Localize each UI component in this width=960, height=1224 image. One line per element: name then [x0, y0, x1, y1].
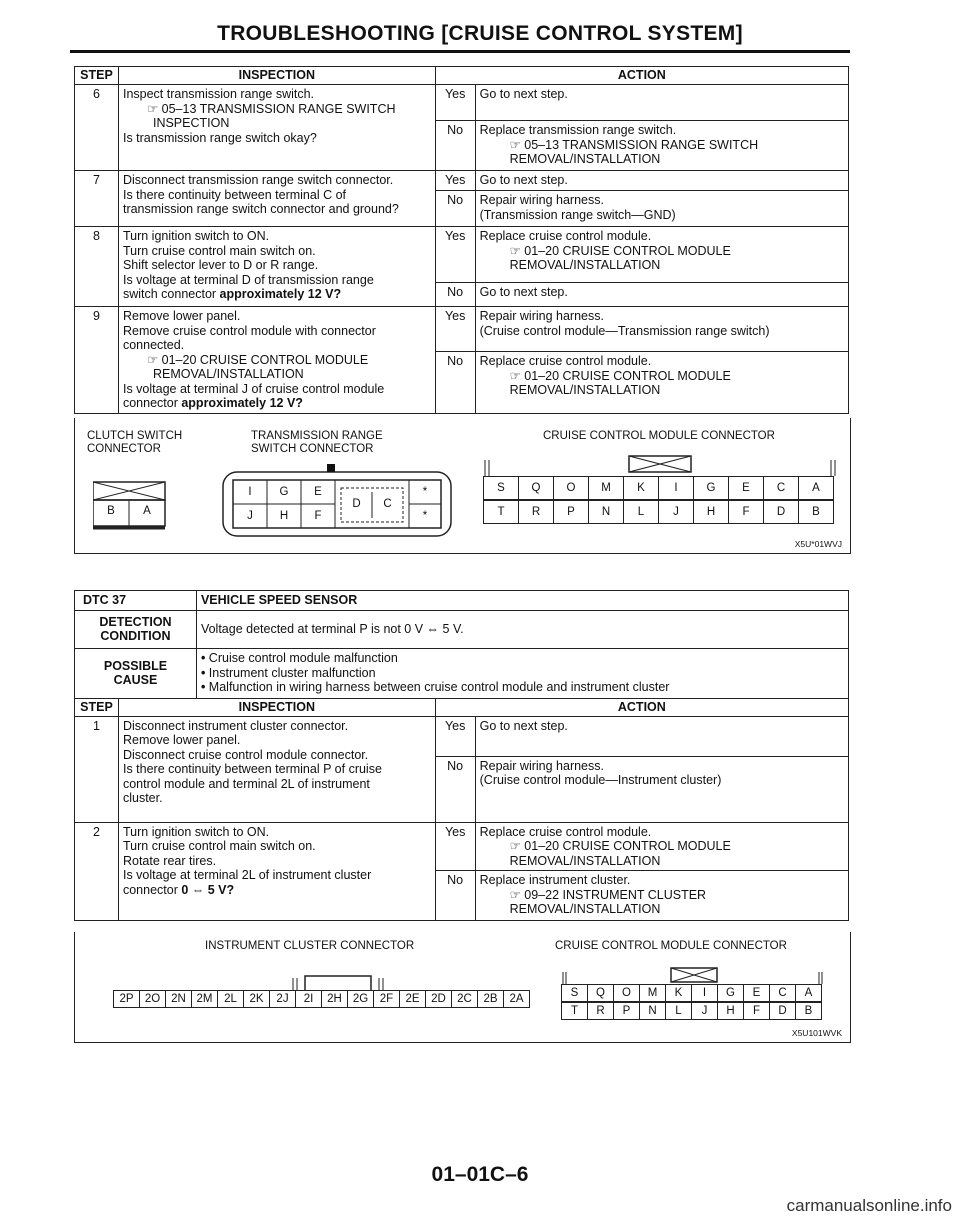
inspection-line: transmission range switch connector and ground? [122, 202, 399, 216]
ccm-pin: C [763, 476, 799, 500]
step-number: 2 [75, 822, 119, 921]
connector-figure-1 [74, 418, 851, 554]
ccm-pin: O [553, 476, 589, 500]
inspection-emphasis: approximately 12 V? [181, 396, 303, 410]
cause-item: • Malfunction in wiring harness between cruise control module and instrument cluster [201, 680, 844, 695]
step-inspection [118, 85, 435, 171]
inspection-line: Turn cruise control main switch on. [122, 839, 316, 853]
action-line: Repair wiring harness. [479, 758, 604, 773]
pin-label: E [314, 486, 322, 498]
inspection-line: Shift selector lever to D or R range. [122, 258, 319, 272]
action-line: Go to next step. [479, 87, 568, 101]
step-inspection [118, 171, 435, 227]
ccm-pin: J [658, 500, 694, 524]
connector-figure-2 [74, 932, 851, 1043]
ccm-connector-label: CRUISE CONTROL MODULE CONNECTOR [555, 940, 787, 952]
inspection-line [123, 883, 431, 898]
ic-pin: 2G [347, 990, 374, 1008]
step-inspection [118, 227, 435, 307]
ccm-pin: N [588, 500, 624, 524]
step-row [75, 716, 849, 756]
ccm-pin: A [795, 984, 822, 1002]
ccm-pin: P [553, 500, 589, 524]
ccm-pin: T [483, 500, 519, 524]
title-rule [70, 50, 850, 53]
action-line: ☞ 01–20 CRUISE CONTROL MODULE [509, 839, 731, 853]
inspection-text: connector [122, 396, 182, 410]
ccm-pin: T [561, 1002, 588, 1020]
ccm-pin: J [691, 1002, 718, 1020]
yes-label: Yes [435, 227, 475, 283]
action-line: Replace instrument cluster. [479, 873, 631, 887]
action-line: Replace cruise control module. [479, 229, 652, 243]
cause-item: • Instrument cluster malfunction [201, 666, 844, 681]
connector-outline-icon [219, 462, 455, 544]
ic-pin: 2D [425, 990, 452, 1008]
action-line: Repair wiring harness. [479, 193, 604, 207]
step-number: 6 [75, 85, 119, 171]
detection-condition-text: Voltage detected at terminal P is not 0 V ⇔ 5 V. [196, 610, 848, 648]
inspection-emphasis: 0 ⇔ 5 V? [181, 882, 235, 897]
no-label: No [435, 121, 475, 171]
ccm-pin: I [691, 984, 718, 1002]
pin-label: * [422, 486, 428, 498]
action-line: Replace cruise control module. [479, 824, 652, 839]
inspection-line: Remove lower panel. [122, 733, 241, 747]
ic-pin: 2M [191, 990, 218, 1008]
pin-label: I [248, 486, 252, 498]
no-action [475, 121, 848, 171]
inspection-line: Turn cruise control main switch on. [122, 243, 316, 258]
action-line: Go to next step. [479, 718, 568, 733]
yes-label: Yes [435, 171, 475, 191]
cause-item: • Cruise control module malfunction [201, 651, 844, 666]
ic-pin: 2A [503, 990, 530, 1008]
inspection-line: Is voltage at terminal D of transmission range [122, 272, 374, 287]
ccm-pin: M [588, 476, 624, 500]
ccm-pin: S [483, 476, 519, 500]
step-row [75, 307, 849, 352]
yes-label: Yes [435, 822, 475, 871]
clutch-switch-connector [93, 476, 168, 536]
inspection-line: Remove lower panel. [122, 309, 241, 323]
instrument-cluster-connector [113, 970, 533, 1010]
action-line: Go to next step. [479, 285, 568, 299]
inspection-line: Inspect transmission range switch. [122, 87, 315, 101]
ic-pin: 2F [373, 990, 400, 1008]
step-number: 7 [75, 171, 119, 227]
ccm-pin: L [623, 500, 659, 524]
step-header: STEP [75, 698, 119, 716]
yes-label: Yes [435, 307, 475, 352]
inspection-line: Is there continuity between terminal P of cruise [122, 762, 382, 776]
inspection-line [123, 287, 431, 302]
ccm-pin: S [561, 984, 588, 1002]
inspection-emphasis: approximately 12 V? [219, 287, 342, 301]
step-row [75, 171, 849, 191]
inspection-line: Remove cruise control module with connector [122, 323, 376, 338]
ccm-pin: C [769, 984, 796, 1002]
yes-label: Yes [435, 716, 475, 756]
possible-cause-label: POSSIBLE CAUSE [75, 648, 197, 698]
action-header: ACTION [435, 67, 848, 85]
watermark: carmanualsonline.info [786, 1196, 952, 1215]
figure-code: X5U101WVK [791, 1028, 842, 1038]
ccm-pin: M [639, 984, 666, 1002]
ccm-pin: F [743, 1002, 770, 1020]
step-row [75, 227, 849, 283]
ccm-pin: R [518, 500, 554, 524]
ccm-pin: B [798, 500, 834, 524]
no-label: No [435, 871, 475, 921]
ccm-pin: Q [518, 476, 554, 500]
yes-action [475, 85, 848, 121]
ic-pin: 2K [243, 990, 270, 1008]
action-line: (Cruise control module—Transmission range switch) [479, 323, 770, 338]
action-header: ACTION [435, 698, 848, 716]
pin-label: F [314, 510, 322, 522]
ic-connector-label: INSTRUMENT CLUSTER CONNECTOR [205, 940, 415, 952]
inspection-line: Disconnect instrument cluster connector. [122, 718, 349, 733]
ccm-connector-1 [479, 452, 841, 532]
ccm-pin: G [717, 984, 744, 1002]
trs-connector-label: TRANSMISSION RANGE SWITCH CONNECTOR [251, 430, 383, 455]
no-label: No [435, 352, 475, 413]
inspection-line: Is there continuity between terminal C of [122, 187, 346, 202]
ccm-pin: Q [587, 984, 614, 1002]
ccm-connector-2 [559, 966, 827, 1028]
action-line: ☞ 01–20 CRUISE CONTROL MODULE [509, 368, 731, 383]
action-line: (Cruise control module—Instrument cluster) [479, 773, 722, 787]
yes-action [475, 822, 848, 871]
figure-code: X5U*01WVJ [794, 539, 842, 549]
dtc-number: DTC 37 [75, 591, 197, 611]
ccm-pin: H [693, 500, 729, 524]
page-number: 01–01C–6 [431, 1163, 529, 1186]
ccm-pin: N [639, 1002, 666, 1020]
action-line: Replace transmission range switch. [479, 123, 677, 137]
inspection-line: Is transmission range switch okay? [122, 130, 317, 145]
pin-label: J [247, 510, 253, 522]
yes-action [475, 716, 848, 756]
inspection-text: switch connector [122, 287, 220, 301]
no-label: No [435, 191, 475, 227]
possible-cause-list [196, 648, 848, 698]
action-line: ☞ 01–20 CRUISE CONTROL MODULE [509, 243, 731, 258]
ccm-pin: K [665, 984, 692, 1002]
trs-connector [219, 462, 455, 544]
inspection-line: ☞ 05–13 TRANSMISSION RANGE SWITCH [146, 101, 396, 116]
ccm-pin: O [613, 984, 640, 1002]
inspection-line: Disconnect transmission range switch connector. [122, 173, 394, 187]
ccm-pin: P [613, 1002, 640, 1020]
ccm-pin: H [717, 1002, 744, 1020]
inspection-line: Turn ignition switch to ON. [122, 824, 270, 839]
no-action [475, 756, 848, 822]
action-line: Replace cruise control module. [479, 354, 652, 369]
step-row [75, 85, 849, 121]
page-title: TROUBLESHOOTING [CRUISE CONTROL SYSTEM] [217, 22, 743, 45]
clutch-switch-label: CLUTCH SWITCH CONNECTOR [87, 430, 183, 455]
action-line: ☞ 09–22 INSTRUMENT CLUSTER [509, 887, 707, 902]
ccm-pin: K [623, 476, 659, 500]
ic-pin: 2J [269, 990, 296, 1008]
ccm-pin: I [658, 476, 694, 500]
step-number: 8 [75, 227, 119, 307]
action-line: REMOVAL/INSTALLATION [509, 902, 661, 916]
ccm-pin: E [728, 476, 764, 500]
action-line: REMOVAL/INSTALLATION [509, 383, 661, 398]
dtc-table [74, 590, 849, 921]
ic-pin: 2P [113, 990, 140, 1008]
step-inspection [118, 307, 435, 414]
action-line: REMOVAL/INSTALLATION [509, 152, 661, 166]
pin-label: * [422, 510, 428, 522]
ic-pin: 2L [217, 990, 244, 1008]
pin-label: G [279, 486, 289, 498]
action-line: (Transmission range switch—GND) [479, 207, 676, 222]
ccm-pin: R [587, 1002, 614, 1020]
action-line: REMOVAL/INSTALLATION [509, 853, 661, 868]
no-action [475, 283, 848, 307]
action-line: REMOVAL/INSTALLATION [509, 258, 661, 272]
inspection-line: control module and terminal 2L of instrument [122, 776, 370, 791]
ic-pin: 2I [295, 990, 322, 1008]
inspection-header: INSPECTION [118, 67, 435, 85]
inspection-line: Disconnect cruise control module connector. [122, 747, 369, 762]
inspection-table-1 [74, 66, 849, 414]
ic-pin: 2O [139, 990, 166, 1008]
inspection-line: Is voltage at terminal J of cruise control module [122, 381, 385, 396]
pin-label: H [279, 510, 289, 522]
pin-label: D [352, 498, 361, 510]
no-action [475, 352, 848, 413]
step-inspection [118, 822, 435, 921]
inspection-line: connected. [122, 338, 185, 352]
inspection-line [123, 396, 431, 411]
inspection-line: INSPECTION [152, 116, 230, 130]
ccm-pin: G [693, 476, 729, 500]
inspection-line: cluster. [122, 791, 163, 805]
pin-label: A [143, 505, 151, 517]
action-line: ☞ 05–13 TRANSMISSION RANGE SWITCH [509, 137, 759, 152]
step-row [75, 822, 849, 871]
ic-pin: 2N [165, 990, 192, 1008]
dtc-name: VEHICLE SPEED SENSOR [196, 591, 848, 611]
yes-action [475, 227, 848, 283]
ccm-pin: B [795, 1002, 822, 1020]
ccm-pin: A [798, 476, 834, 500]
inspection-line: Is voltage at terminal 2L of instrument cluster [122, 868, 372, 882]
detection-condition-label: DETECTION CONDITION [75, 610, 197, 648]
ccm-pin: F [728, 500, 764, 524]
no-label: No [435, 283, 475, 307]
step-inspection [118, 716, 435, 822]
ccm-connector-label: CRUISE CONTROL MODULE CONNECTOR [543, 430, 775, 442]
step-header: STEP [75, 67, 119, 85]
no-action [475, 871, 848, 921]
ccm-pin: D [769, 1002, 796, 1020]
action-line: Go to next step. [479, 173, 568, 187]
ic-pin: 2E [399, 990, 426, 1008]
inspection-line: Rotate rear tires. [122, 853, 217, 868]
inspection-header: INSPECTION [118, 698, 435, 716]
no-label: No [435, 756, 475, 822]
ic-pin: 2B [477, 990, 504, 1008]
ic-pin: 2C [451, 990, 478, 1008]
step-number: 1 [75, 716, 119, 822]
pin-label: C [383, 498, 392, 510]
ccm-pin: D [763, 500, 799, 524]
ic-pin: 2H [321, 990, 348, 1008]
ccm-pin: E [743, 984, 770, 1002]
yes-action [475, 171, 848, 191]
yes-label: Yes [435, 85, 475, 121]
inspection-line: REMOVAL/INSTALLATION [152, 367, 304, 381]
ccm-pin: L [665, 1002, 692, 1020]
action-line: Repair wiring harness. [479, 309, 604, 323]
inspection-line: Turn ignition switch to ON. [122, 229, 270, 243]
inspection-text: connector [122, 882, 182, 897]
step-number: 9 [75, 307, 119, 414]
no-action [475, 191, 848, 227]
inspection-line: ☞ 01–20 CRUISE CONTROL MODULE [146, 352, 369, 367]
pin-label: B [107, 505, 115, 517]
yes-action [475, 307, 848, 352]
